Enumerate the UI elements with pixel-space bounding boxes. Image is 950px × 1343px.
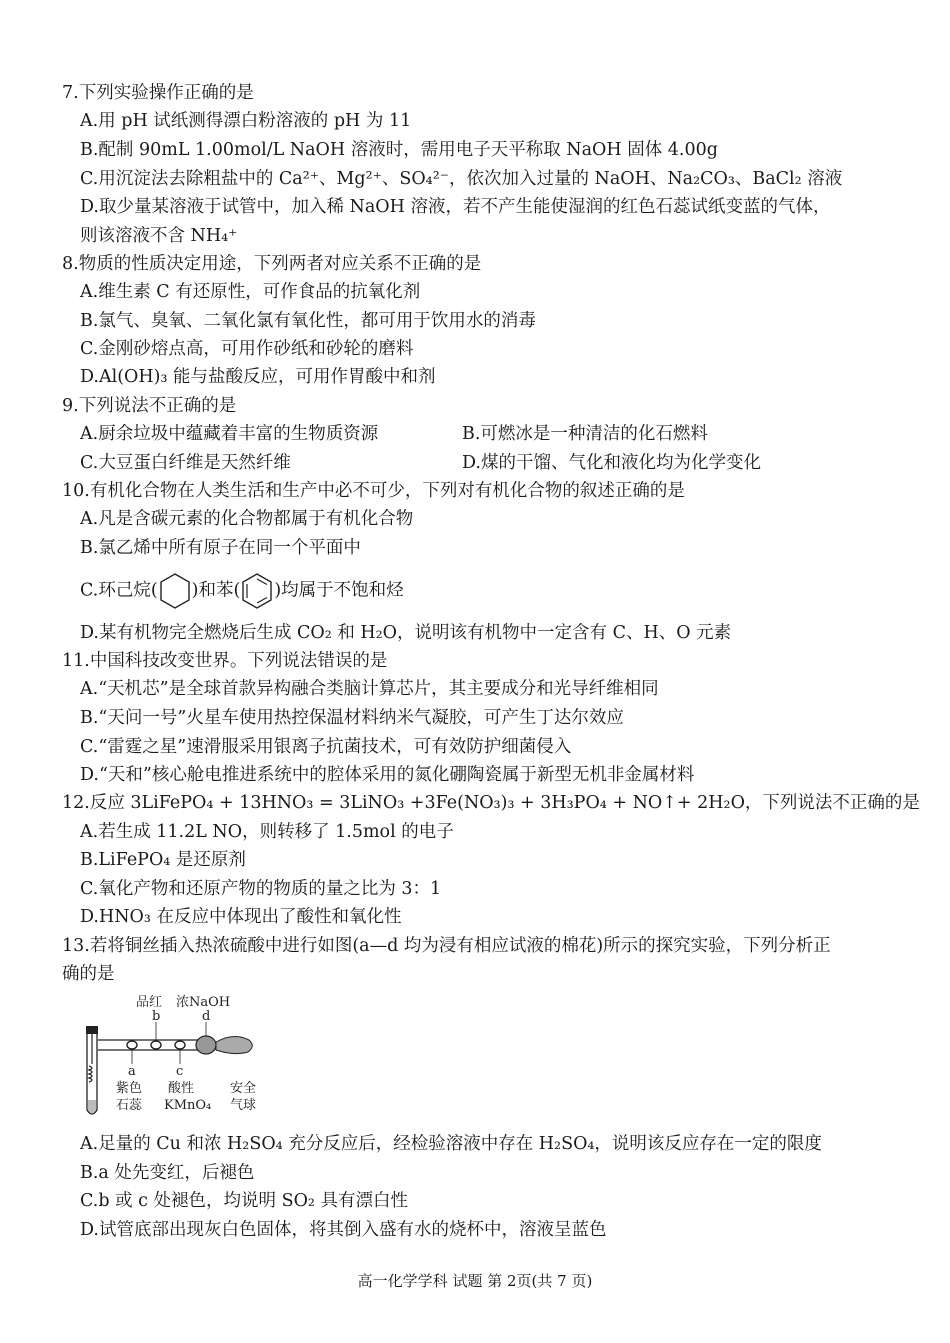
q11-option-d: D.“天和”核心舱电推进系统中的腔体采用的氮化硼陶瓷属于新型无机非金属材料 <box>80 765 695 785</box>
q8-stem: 8.物质的性质决定用途，下列两者对应关系不正确的是 <box>62 254 482 274</box>
label-suanxing: 酸性 <box>168 1081 195 1096</box>
q10-option-c-pre: C.环己烷( <box>80 580 158 601</box>
label-pinhong: 品红 <box>136 995 163 1010</box>
label-zise: 紫色 <box>116 1081 143 1096</box>
q9-stem: 9.下列说法不正确的是 <box>62 396 237 416</box>
q7-option-a: A.用 pH 试纸测得漂白粉溶液的 pH 为 11 <box>80 111 412 131</box>
q10-option-c-mid: )和苯( <box>191 580 241 601</box>
q12-option-a: A.若生成 11.2L NO，则转移了 1.5mol 的电子 <box>80 822 454 842</box>
cotton-d <box>196 1036 216 1054</box>
q8-option-b: B.氯气、臭氧、二氧化氯有氧化性，都可用于饮用水的消毒 <box>80 311 536 331</box>
label-c: c <box>176 1064 184 1079</box>
safety-balloon <box>216 1036 252 1053</box>
q8-option-c: C.金刚砂熔点高，可用作砂纸和砂轮的磨料 <box>80 339 414 359</box>
q7-stem: 7.下列实验操作正确的是 <box>62 83 254 103</box>
label-anquan: 安全 <box>230 1081 257 1096</box>
q13-stem-cont: 确的是 <box>62 964 115 984</box>
cotton-c <box>175 1041 185 1049</box>
q9-option-b: B.可燃冰是一种清洁的化石燃料 <box>462 424 708 444</box>
q7-option-c: C.用沉淀法去除粗盐中的 Ca²⁺、Mg²⁺、SO₄²⁻，依次加入过量的 NaOH、Na₂CO₃、BaCl₂ 溶液 <box>80 169 843 189</box>
q12-option-d: D.HNO₃ 在反应中体现出了酸性和氧化性 <box>80 907 402 927</box>
q10-stem: 10.有机化合物在人类生活和生产中必不可少，下列对有机化合物的叙述正确的是 <box>62 481 685 501</box>
benzene-structure-icon <box>240 572 274 610</box>
cyclohexane-structure-icon <box>158 572 192 610</box>
acid-liquid <box>88 1100 96 1113</box>
cotton-a <box>127 1041 137 1049</box>
q13-option-d: D.试管底部出现灰白色固体，将其倒入盛有水的烧杯中，溶液呈蓝色 <box>80 1220 607 1240</box>
q7-option-d: D.取少量某溶液于试管中，加入稀 NaOH 溶液，若不产生能使湿润的红色石蕊试纸变蓝的气体， <box>80 197 831 217</box>
q10-option-c <box>80 578 404 604</box>
experiment-apparatus-figure <box>74 992 274 1122</box>
q9-option-a: A.厨余垃圾中蕴藏着丰富的生物质资源 <box>80 424 379 444</box>
q8-option-d: D.Al(OH)₃ 能与盐酸反应，可用作胃酸中和剂 <box>80 367 436 387</box>
stopper <box>86 1026 98 1034</box>
label-d: d <box>202 1009 211 1024</box>
q12-option-c: C.氧化产物和还原产物的物质的量之比为 3：1 <box>80 879 442 899</box>
page-footer: 高一化学学科 试题 第 2页(共 7 页) <box>357 1272 593 1290</box>
q8-option-a: A.维生素 C 有还原性，可作食品的抗氧化剂 <box>80 282 421 302</box>
label-shirui: 石蕊 <box>116 1098 143 1113</box>
cotton-b <box>151 1041 161 1049</box>
label-naoh: 浓NaOH <box>176 995 231 1010</box>
label-a: a <box>128 1064 136 1079</box>
label-kmno4: KMnO₄ <box>164 1098 212 1113</box>
q10-option-b: B.氯乙烯中所有原子在同一个平面中 <box>80 538 361 558</box>
q11-option-b: B.“天问一号”火星车使用热控保温材料纳米气凝胶，可产生丁达尔效应 <box>80 708 624 728</box>
q11-stem: 11.中国科技改变世界。下列说法错误的是 <box>62 651 388 671</box>
q12-option-b: B.LiFePO₄ 是还原剂 <box>80 850 246 870</box>
q7-option-d-cont: 则该溶液不含 NH₄⁺ <box>80 226 238 246</box>
q13-option-c: C.b 或 c 处褪色，均说明 SO₂ 具有漂白性 <box>80 1191 408 1211</box>
q11-option-a: A.“天机芯”是全球首款异构融合类脑计算芯片，其主要成分和光导纤维相同 <box>80 679 659 699</box>
q13-option-a: A.足量的 Cu 和浓 H₂SO₄ 充分反应后，经检验溶液中存在 H₂SO₄，说明该反应存在一定的限度 <box>80 1134 822 1154</box>
label-qiqiu: 气球 <box>230 1098 257 1113</box>
q12-stem: 12.反应 3LiFePO₄ + 13HNO₃ = 3LiNO₃ +3Fe(NO₃)₃ + 3H₃PO₄ + NO↑+ 2H₂O，下列说法不正确的是 <box>62 793 920 813</box>
q13-option-b: B.a 处先变红，后褪色 <box>80 1163 255 1183</box>
q13-stem: 13.若将铜丝插入热浓硫酸中进行如图(a—d 均为浸有相应试液的棉花)所示的探究实验，下列分析正 <box>62 936 831 956</box>
q9-option-c: C.大豆蛋白纤维是天然纤维 <box>80 453 291 473</box>
q7-option-b: B.配制 90mL 1.00mol/L NaOH 溶液时，需用电子天平称取 NaOH 固体 4.00g <box>80 140 718 160</box>
label-b: b <box>152 1009 161 1024</box>
q10-option-c-post: )均属于不饱和烃 <box>274 580 404 601</box>
copper-wire <box>89 1034 92 1082</box>
q9-option-d: D.煤的干馏、气化和液化均为化学变化 <box>462 453 761 473</box>
q10-option-a: A.凡是含碳元素的化合物都属于有机化合物 <box>80 509 414 529</box>
q11-option-c: C.“雷霆之星”速滑服采用银离子抗菌技术，可有效防护细菌侵入 <box>80 737 572 757</box>
q10-option-d: D.某有机物完全燃烧后生成 CO₂ 和 H₂O，说明该有机物中一定含有 C、H、O 元素 <box>80 623 732 643</box>
